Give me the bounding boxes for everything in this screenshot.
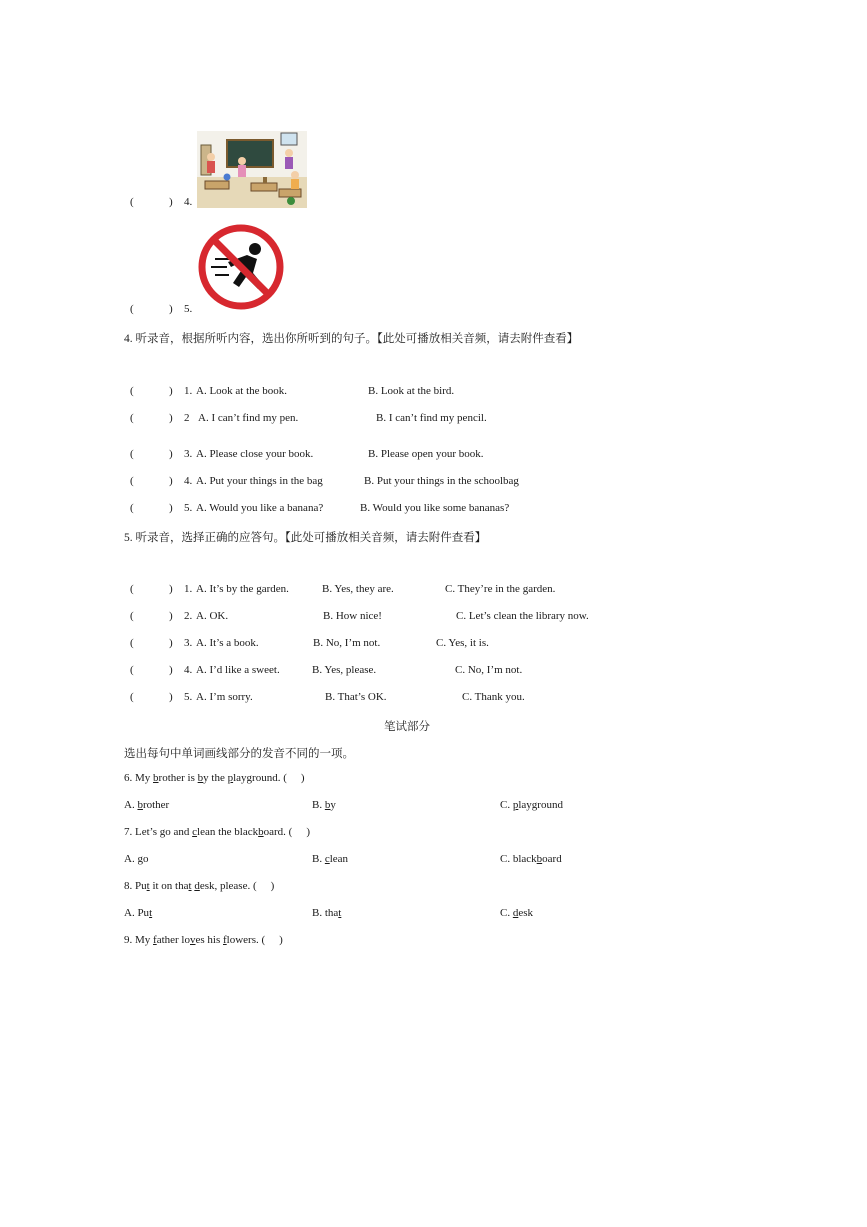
option-a: A. It’s by the garden. xyxy=(196,583,289,595)
no-running-sign-image xyxy=(197,223,287,311)
item-number: 4. xyxy=(184,196,193,208)
answer-paren-open: ( xyxy=(130,502,134,514)
option-a: A. I’m sorry. xyxy=(196,691,253,703)
option-b: B. No, I’m not. xyxy=(313,637,381,649)
item-number: 5. xyxy=(184,502,193,514)
answer-paren-close: ) xyxy=(169,583,173,595)
answer-paren-close: ) xyxy=(169,502,173,514)
answer-paren-open: ( xyxy=(130,412,134,424)
question-7-option-a: A. go xyxy=(124,853,149,865)
option-b: B. Would you like some bananas? xyxy=(360,502,510,514)
option-c: C. Let’s clean the library now. xyxy=(456,610,589,622)
option-c: C. They’re in the garden. xyxy=(445,583,556,595)
option-a: A. Please close your book. xyxy=(196,448,314,460)
answer-paren-close: ) xyxy=(169,610,173,622)
option-b: B. Yes, please. xyxy=(312,664,377,676)
answer-paren-open: ( xyxy=(130,610,134,622)
question-6-option-a: A. brother xyxy=(124,799,170,811)
option-b: B. Yes, they are. xyxy=(322,583,394,595)
answer-paren-open: ( xyxy=(130,475,134,487)
question-8-option-a: A. Put xyxy=(124,907,153,919)
option-a: A. It’s a book. xyxy=(196,637,259,649)
option-b: B. That’s OK. xyxy=(325,691,387,703)
answer-paren-close: ) xyxy=(169,637,173,649)
answer-paren-open: ( xyxy=(130,448,134,460)
option-b: B. Look at the bird. xyxy=(368,385,455,397)
section-4-title: 4. 听录音，根据所听内容，选出你所听到的句子。【此处可播放相关音频，请去附件查看】 xyxy=(124,333,579,345)
item-number: 1. xyxy=(184,385,193,397)
option-a: A. OK. xyxy=(196,610,229,622)
option-b: B. Put your things in the schoolbag xyxy=(364,475,519,487)
answer-paren-open: ( xyxy=(130,637,134,649)
option-c: C. No, I’m not. xyxy=(455,664,523,676)
answer-paren-close: ) xyxy=(169,664,173,676)
answer-paren-open: ( xyxy=(130,691,134,703)
item-number: 2 xyxy=(184,412,190,424)
question-8-option-b: B. that xyxy=(312,907,342,919)
answer-paren-close: ) xyxy=(169,448,173,460)
written-section-heading: 笔试部分 xyxy=(384,721,430,733)
question-6-option-c: C. playground xyxy=(500,799,563,811)
answer-paren-close: ) xyxy=(169,475,173,487)
question-6-option-b: B. by xyxy=(312,799,336,811)
answer-paren-close: ) xyxy=(169,385,173,397)
section-5-title: 5. 听录音，选择正确的应答句。【此处可播放相关音频，请去附件查看】 xyxy=(124,532,487,544)
item-number: 4. xyxy=(184,475,193,487)
option-a: A. I can’t find my pen. xyxy=(198,412,299,424)
item-number: 3. xyxy=(184,448,193,460)
answer-paren-close: ) xyxy=(169,196,173,208)
item-number: 4. xyxy=(184,664,193,676)
item-number: 1. xyxy=(184,583,193,595)
answer-paren-open: ( xyxy=(130,196,134,208)
option-b: B. Please open your book. xyxy=(368,448,484,460)
item-number: 3. xyxy=(184,637,193,649)
item-number: 2. xyxy=(184,610,193,622)
answer-paren-close: ) xyxy=(169,303,173,315)
option-a: A. Look at the book. xyxy=(196,385,288,397)
option-b: B. I can’t find my pencil. xyxy=(376,412,487,424)
option-b: B. How nice! xyxy=(323,610,382,622)
question-6-stem: 6. My brother is by the playground. ( ) xyxy=(124,772,305,784)
answer-paren-close: ) xyxy=(169,412,173,424)
option-a: A. I’d like a sweet. xyxy=(196,664,280,676)
question-7-option-b: B. clean xyxy=(312,853,349,865)
option-c: C. Thank you. xyxy=(462,691,525,703)
answer-paren-close: ) xyxy=(169,691,173,703)
option-a: A. Put your things in the bag xyxy=(196,475,323,487)
question-7-option-c: C. blackboard xyxy=(500,853,562,865)
option-c: C. Yes, it is. xyxy=(436,637,489,649)
question-8-option-c: C. desk xyxy=(500,907,534,919)
option-a: A. Would you like a banana? xyxy=(196,502,324,514)
answer-paren-open: ( xyxy=(130,664,134,676)
written-instruction: 选出每句中单词画线部分的发音不同的一项。 xyxy=(124,748,354,760)
answer-paren-open: ( xyxy=(130,303,134,315)
question-9-stem: 9. My father loves his flowers. ( ) xyxy=(124,934,283,946)
question-7-stem: 7. Let’s go and clean the blackboard. ( ) xyxy=(124,826,311,838)
item-number: 5. xyxy=(184,691,193,703)
classroom-scene-image xyxy=(197,131,307,208)
item-number: 5. xyxy=(184,303,193,315)
answer-paren-open: ( xyxy=(130,583,134,595)
question-8-stem: 8. Put it on that desk, please. ( ) xyxy=(124,880,275,892)
answer-paren-open: ( xyxy=(130,385,134,397)
